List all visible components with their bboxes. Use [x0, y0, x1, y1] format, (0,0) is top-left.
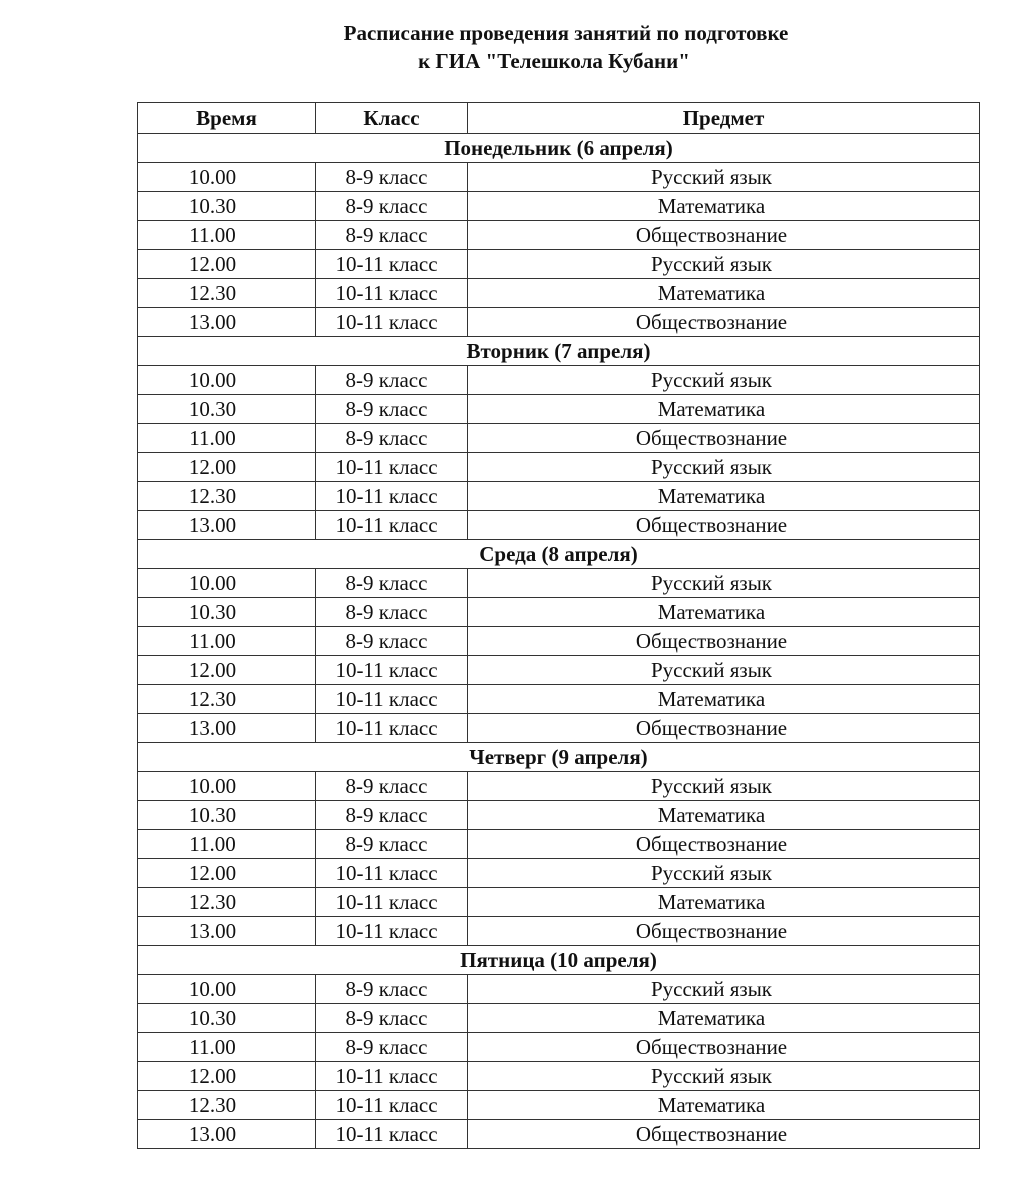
cell-time: 12.00: [138, 250, 316, 279]
table-row: [138, 482, 980, 511]
day-name: Четверг (9 апреля): [138, 743, 980, 772]
cell-class: 8-9 класс: [316, 424, 468, 453]
cell-subject: Математика: [468, 395, 980, 424]
cell-subject: Русский язык: [468, 250, 980, 279]
cell-subject: Обществознание: [468, 424, 980, 453]
cell-time: 11.00: [138, 221, 316, 250]
table-row: [138, 627, 980, 656]
table-row: [138, 1033, 980, 1062]
cell-time: 10.00: [138, 975, 316, 1004]
day-name: Пятница (10 апреля): [138, 946, 980, 975]
cell-subject: Математика: [468, 801, 980, 830]
cell-class: 8-9 класс: [316, 975, 468, 1004]
cell-class: 8-9 класс: [316, 366, 468, 395]
header-subject: Предмет: [468, 103, 980, 134]
table-row: [138, 917, 980, 946]
table-row: [138, 888, 980, 917]
cell-time: 12.30: [138, 1091, 316, 1120]
table-row: [138, 859, 980, 888]
day-header-row: [138, 946, 980, 975]
schedule-body: [138, 134, 980, 1149]
table-row: [138, 975, 980, 1004]
cell-time: 13.00: [138, 917, 316, 946]
table-row: [138, 830, 980, 859]
document-title-line-1: Расписание проведения занятий по подготовке: [343, 21, 789, 45]
cell-subject: Русский язык: [468, 772, 980, 801]
header-class: Класс: [316, 103, 468, 134]
cell-class: 8-9 класс: [316, 395, 468, 424]
cell-class: 10-11 класс: [316, 917, 468, 946]
cell-time: 13.00: [138, 511, 316, 540]
table-row: [138, 1004, 980, 1033]
cell-time: 13.00: [138, 308, 316, 337]
table-row: [138, 279, 980, 308]
cell-time: 13.00: [138, 1120, 316, 1149]
cell-subject: Математика: [468, 598, 980, 627]
cell-time: 11.00: [138, 1033, 316, 1062]
cell-time: 12.30: [138, 685, 316, 714]
cell-time: 10.00: [138, 366, 316, 395]
table-row: [138, 569, 980, 598]
table-row: [138, 453, 980, 482]
cell-subject: Русский язык: [468, 366, 980, 395]
cell-subject: Обществознание: [468, 511, 980, 540]
table-row: [138, 1091, 980, 1120]
table-row: [138, 801, 980, 830]
cell-class: 10-11 класс: [316, 511, 468, 540]
cell-class: 10-11 класс: [316, 685, 468, 714]
cell-subject: Обществознание: [468, 1033, 980, 1062]
cell-class: 8-9 класс: [316, 627, 468, 656]
schedule-table: [137, 102, 980, 1149]
day-name: Понедельник (6 апреля): [138, 134, 980, 163]
day-header-row: [138, 134, 980, 163]
table-row: [138, 395, 980, 424]
table-row: [138, 656, 980, 685]
header-row: [138, 103, 980, 134]
cell-time: 11.00: [138, 627, 316, 656]
cell-class: 10-11 класс: [316, 714, 468, 743]
table-row: [138, 1120, 980, 1149]
cell-class: 10-11 класс: [316, 1120, 468, 1149]
cell-subject: Математика: [468, 1091, 980, 1120]
table-row: [138, 685, 980, 714]
table-row: [138, 221, 980, 250]
cell-time: 10.30: [138, 192, 316, 221]
cell-time: 13.00: [138, 714, 316, 743]
cell-time: 12.00: [138, 1062, 316, 1091]
cell-time: 12.00: [138, 453, 316, 482]
cell-time: 10.30: [138, 395, 316, 424]
cell-subject: Математика: [468, 685, 980, 714]
cell-class: 8-9 класс: [316, 192, 468, 221]
cell-subject: Математика: [468, 279, 980, 308]
cell-subject: Обществознание: [468, 627, 980, 656]
header-time: Время: [138, 103, 316, 134]
cell-class: 10-11 класс: [316, 888, 468, 917]
cell-class: 8-9 класс: [316, 163, 468, 192]
cell-time: 10.30: [138, 598, 316, 627]
cell-subject: Русский язык: [468, 975, 980, 1004]
cell-time: 10.00: [138, 163, 316, 192]
cell-time: 12.30: [138, 888, 316, 917]
table-row: [138, 598, 980, 627]
table-row: [138, 250, 980, 279]
cell-class: 8-9 класс: [316, 801, 468, 830]
cell-class: 8-9 класс: [316, 1033, 468, 1062]
cell-time: 10.00: [138, 772, 316, 801]
table-row: [138, 308, 980, 337]
cell-class: 8-9 класс: [316, 598, 468, 627]
cell-subject: Математика: [468, 888, 980, 917]
cell-subject: Русский язык: [468, 859, 980, 888]
cell-class: 10-11 класс: [316, 482, 468, 511]
table-row: [138, 772, 980, 801]
cell-class: 8-9 класс: [316, 830, 468, 859]
day-name: Среда (8 апреля): [138, 540, 980, 569]
cell-class: 8-9 класс: [316, 772, 468, 801]
cell-class: 10-11 класс: [316, 656, 468, 685]
table-row: [138, 1062, 980, 1091]
cell-time: 12.30: [138, 482, 316, 511]
cell-subject: Математика: [468, 482, 980, 511]
cell-class: 10-11 класс: [316, 453, 468, 482]
cell-class: 10-11 класс: [316, 859, 468, 888]
table-row: [138, 714, 980, 743]
cell-time: 11.00: [138, 830, 316, 859]
cell-class: 10-11 класс: [316, 1062, 468, 1091]
cell-time: 10.30: [138, 801, 316, 830]
table-row: [138, 424, 980, 453]
cell-time: 12.00: [138, 656, 316, 685]
day-header-row: [138, 743, 980, 772]
cell-subject: Обществознание: [468, 308, 980, 337]
cell-subject: Русский язык: [468, 163, 980, 192]
cell-subject: Обществознание: [468, 917, 980, 946]
cell-class: 10-11 класс: [316, 1091, 468, 1120]
table-row: [138, 366, 980, 395]
cell-time: 12.00: [138, 859, 316, 888]
table-row: [138, 511, 980, 540]
table-row: [138, 192, 980, 221]
cell-class: 8-9 класс: [316, 569, 468, 598]
cell-class: 8-9 класс: [316, 221, 468, 250]
day-header-row: [138, 337, 980, 366]
cell-subject: Математика: [468, 192, 980, 221]
cell-class: 10-11 класс: [316, 308, 468, 337]
cell-class: 10-11 класс: [316, 279, 468, 308]
cell-time: 10.30: [138, 1004, 316, 1033]
cell-subject: Обществознание: [468, 714, 980, 743]
cell-subject: Русский язык: [468, 453, 980, 482]
cell-class: 10-11 класс: [316, 250, 468, 279]
document-title-line-2: к ГИА "Телешкола Кубани": [418, 49, 690, 73]
day-header-row: [138, 540, 980, 569]
cell-subject: Обществознание: [468, 1120, 980, 1149]
cell-time: 11.00: [138, 424, 316, 453]
cell-subject: Обществознание: [468, 830, 980, 859]
cell-time: 12.30: [138, 279, 316, 308]
cell-time: 10.00: [138, 569, 316, 598]
cell-class: 8-9 класс: [316, 1004, 468, 1033]
cell-subject: Математика: [468, 1004, 980, 1033]
day-name: Вторник (7 апреля): [138, 337, 980, 366]
cell-subject: Русский язык: [468, 569, 980, 598]
cell-subject: Русский язык: [468, 656, 980, 685]
cell-subject: Русский язык: [468, 1062, 980, 1091]
cell-subject: Обществознание: [468, 221, 980, 250]
table-row: [138, 163, 980, 192]
